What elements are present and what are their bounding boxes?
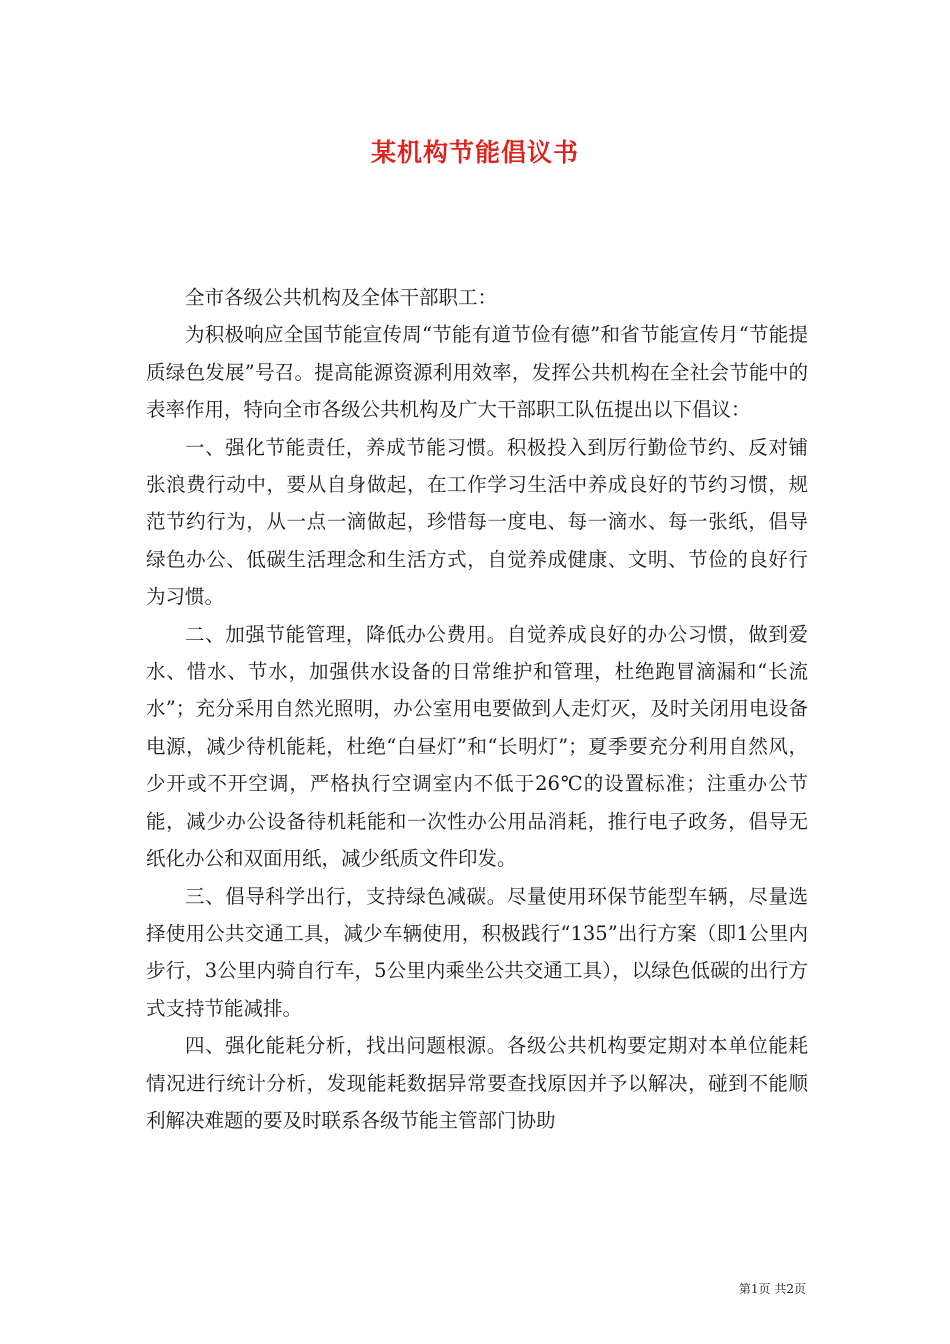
paragraph-item-3: 三、倡导科学出行，支持绿色减碳。尽量使用环保节能型车辆，尽量选择使用公共交通工具，减少车辆使用，积极践行“135”出行方案（即1公里内步行，3公里内骑自行车，5公里内乘坐公共交通工具），以绿色低碳的出行方式支持节能减排。 xyxy=(146,884,808,1020)
document-body xyxy=(146,279,808,1139)
salutation: 全市各级公共机构及全体干部职工： xyxy=(185,286,498,309)
paragraph-item-2: 二、加强节能管理，降低办公费用。自觉养成良好的办公习惯，做到爱水、惜水、节水，加强供水设备的日常维护和管理，杜绝跑冒滴漏和“长流水”；充分采用自然光照明，办公室用电要做到人走灯灭，及时关闭用电设备电源，减少待机能耗，杜绝“白昼灯”和“长明灯”；夏季要充分利用自然风，少开或不开空调，严格执行空调室内不低于26℃的设置标准；注重办公节能，减少办公设备待机耗能和一次性办公用品消耗，推行电子政务，倡导无纸化办公和双面用纸，减少纸质文件印发。 xyxy=(146,622,808,871)
paragraph-intro: 为积极响应全国节能宣传周“节能有道节俭有德”和省节能宣传月“节能提质绿色发展”号召。提高能源资源利用效率，发挥公共机构在全社会节能中的表率作用，特向全市各级公共机构及广大干部职工队伍提出以下倡议： xyxy=(146,323,808,422)
paragraph-item-1: 一、强化节能责任，养成节能习惯。积极投入到厉行勤俭节约、反对铺张浪费行动中，要从自身做起，在工作学习生活中养成良好的节约习惯，规范节约行为，从一点一滴做起，珍惜每一度电、每一滴水、每一张纸，倡导绿色办公、低碳生活理念和生活方式，自觉养成健康、文明、节俭的良好行为习惯。 xyxy=(146,435,808,609)
page-number: 第1页 共2页 xyxy=(738,1282,806,1296)
paragraph-item-4: 四、强化能耗分析，找出问题根源。各级公共机构要定期对本单位能耗情况进行统计分析，发现能耗数据异常要查找原因并予以解决，碰到不能顺利解决难题的要及时联系各级节能主管部门协助 xyxy=(146,1034,808,1132)
document-title: 某机构节能倡议书 xyxy=(370,138,579,167)
